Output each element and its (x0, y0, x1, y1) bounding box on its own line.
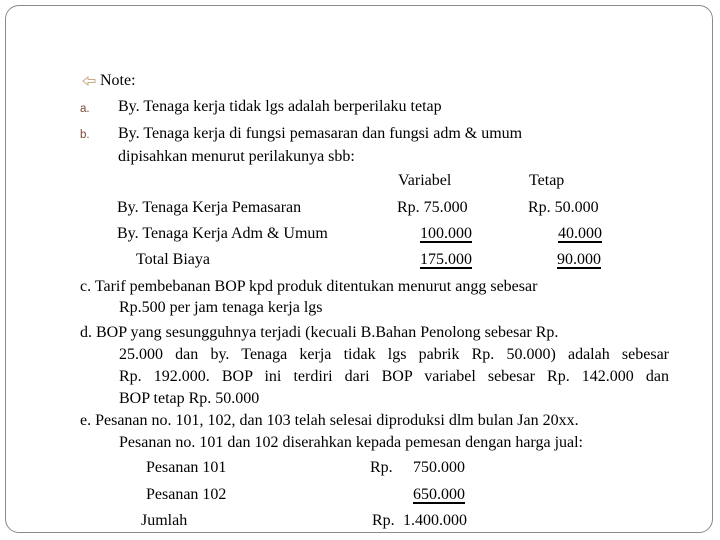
item-a-text: By. Tenaga kerja tidak lgs adalah berperilaku tetap (118, 98, 442, 115)
row-variabel-pemasaran: Rp. 75.000 (397, 199, 468, 216)
order-102-label: Pesanan 102 (146, 486, 227, 503)
bullet-icon (82, 75, 96, 87)
row-label-pemasaran: By. Tenaga Kerja Pemasaran (117, 199, 302, 216)
order-total-value: 1.400.000 (403, 512, 467, 529)
para-d-line3: Rp. 192.000. BOP ini terdiri dari BOP variabel sebesar Rp. 142.000 dan (119, 368, 669, 385)
order-101-prefix: Rp. (370, 459, 393, 476)
para-d-line4: BOP tetap Rp. 50.000 (119, 390, 260, 407)
row-tetap-pemasaran: Rp. 50.000 (528, 199, 599, 216)
item-a-marker: a. (80, 103, 90, 115)
para-e-line1: e. Pesanan no. 101, 102, dan 103 telah selesai diproduksi dlm bulan Jan 20xx. (80, 412, 579, 429)
para-d-line1: d. BOP yang sesungguhnya terjadi (kecuali B.Bahan Penolong sebesar Rp. (80, 324, 559, 341)
para-c-line2: Rp.500 per jam tenaga kerja lgs (119, 299, 323, 316)
para-c-line1: c. Tarif pembebanan BOP kpd produk ditentukan menurut angg sebesar (80, 278, 538, 295)
order-101-value: 750.000 (413, 459, 465, 476)
order-total-prefix: Rp. (372, 512, 395, 529)
order-101-label: Pesanan 101 (146, 459, 227, 476)
row-variabel-adm: 100.000 (420, 225, 472, 242)
item-b-marker: b. (80, 129, 90, 141)
para-e-line2: Pesanan no. 101 dan 102 diserahkan kepada pemesan dengan harga jual: (119, 434, 583, 451)
row-label-total: Total Biaya (136, 251, 210, 268)
row-tetap-total: 90.000 (557, 251, 601, 268)
order-102-value: 650.000 (413, 486, 465, 503)
note-title: Note: (100, 72, 136, 89)
para-d-line2: 25.000 dan by. Tenaga kerja tidak lgs pabrik Rp. 50.000) adalah sebesar (119, 346, 669, 363)
item-b-text: By. Tenaga kerja di fungsi pemasaran dan fungsi adm & umum (118, 125, 523, 142)
column-variabel: Variabel (398, 172, 452, 189)
order-total-label: Jumlah (141, 512, 188, 529)
column-tetap: Tetap (529, 172, 565, 189)
row-tetap-adm: 40.000 (558, 225, 602, 242)
row-variabel-total: 175.000 (420, 251, 472, 268)
item-b-text-cont: dipisahkan menurut perilakunya sbb: (118, 148, 355, 165)
row-label-adm: By. Tenaga Kerja Adm & Umum (117, 225, 328, 242)
